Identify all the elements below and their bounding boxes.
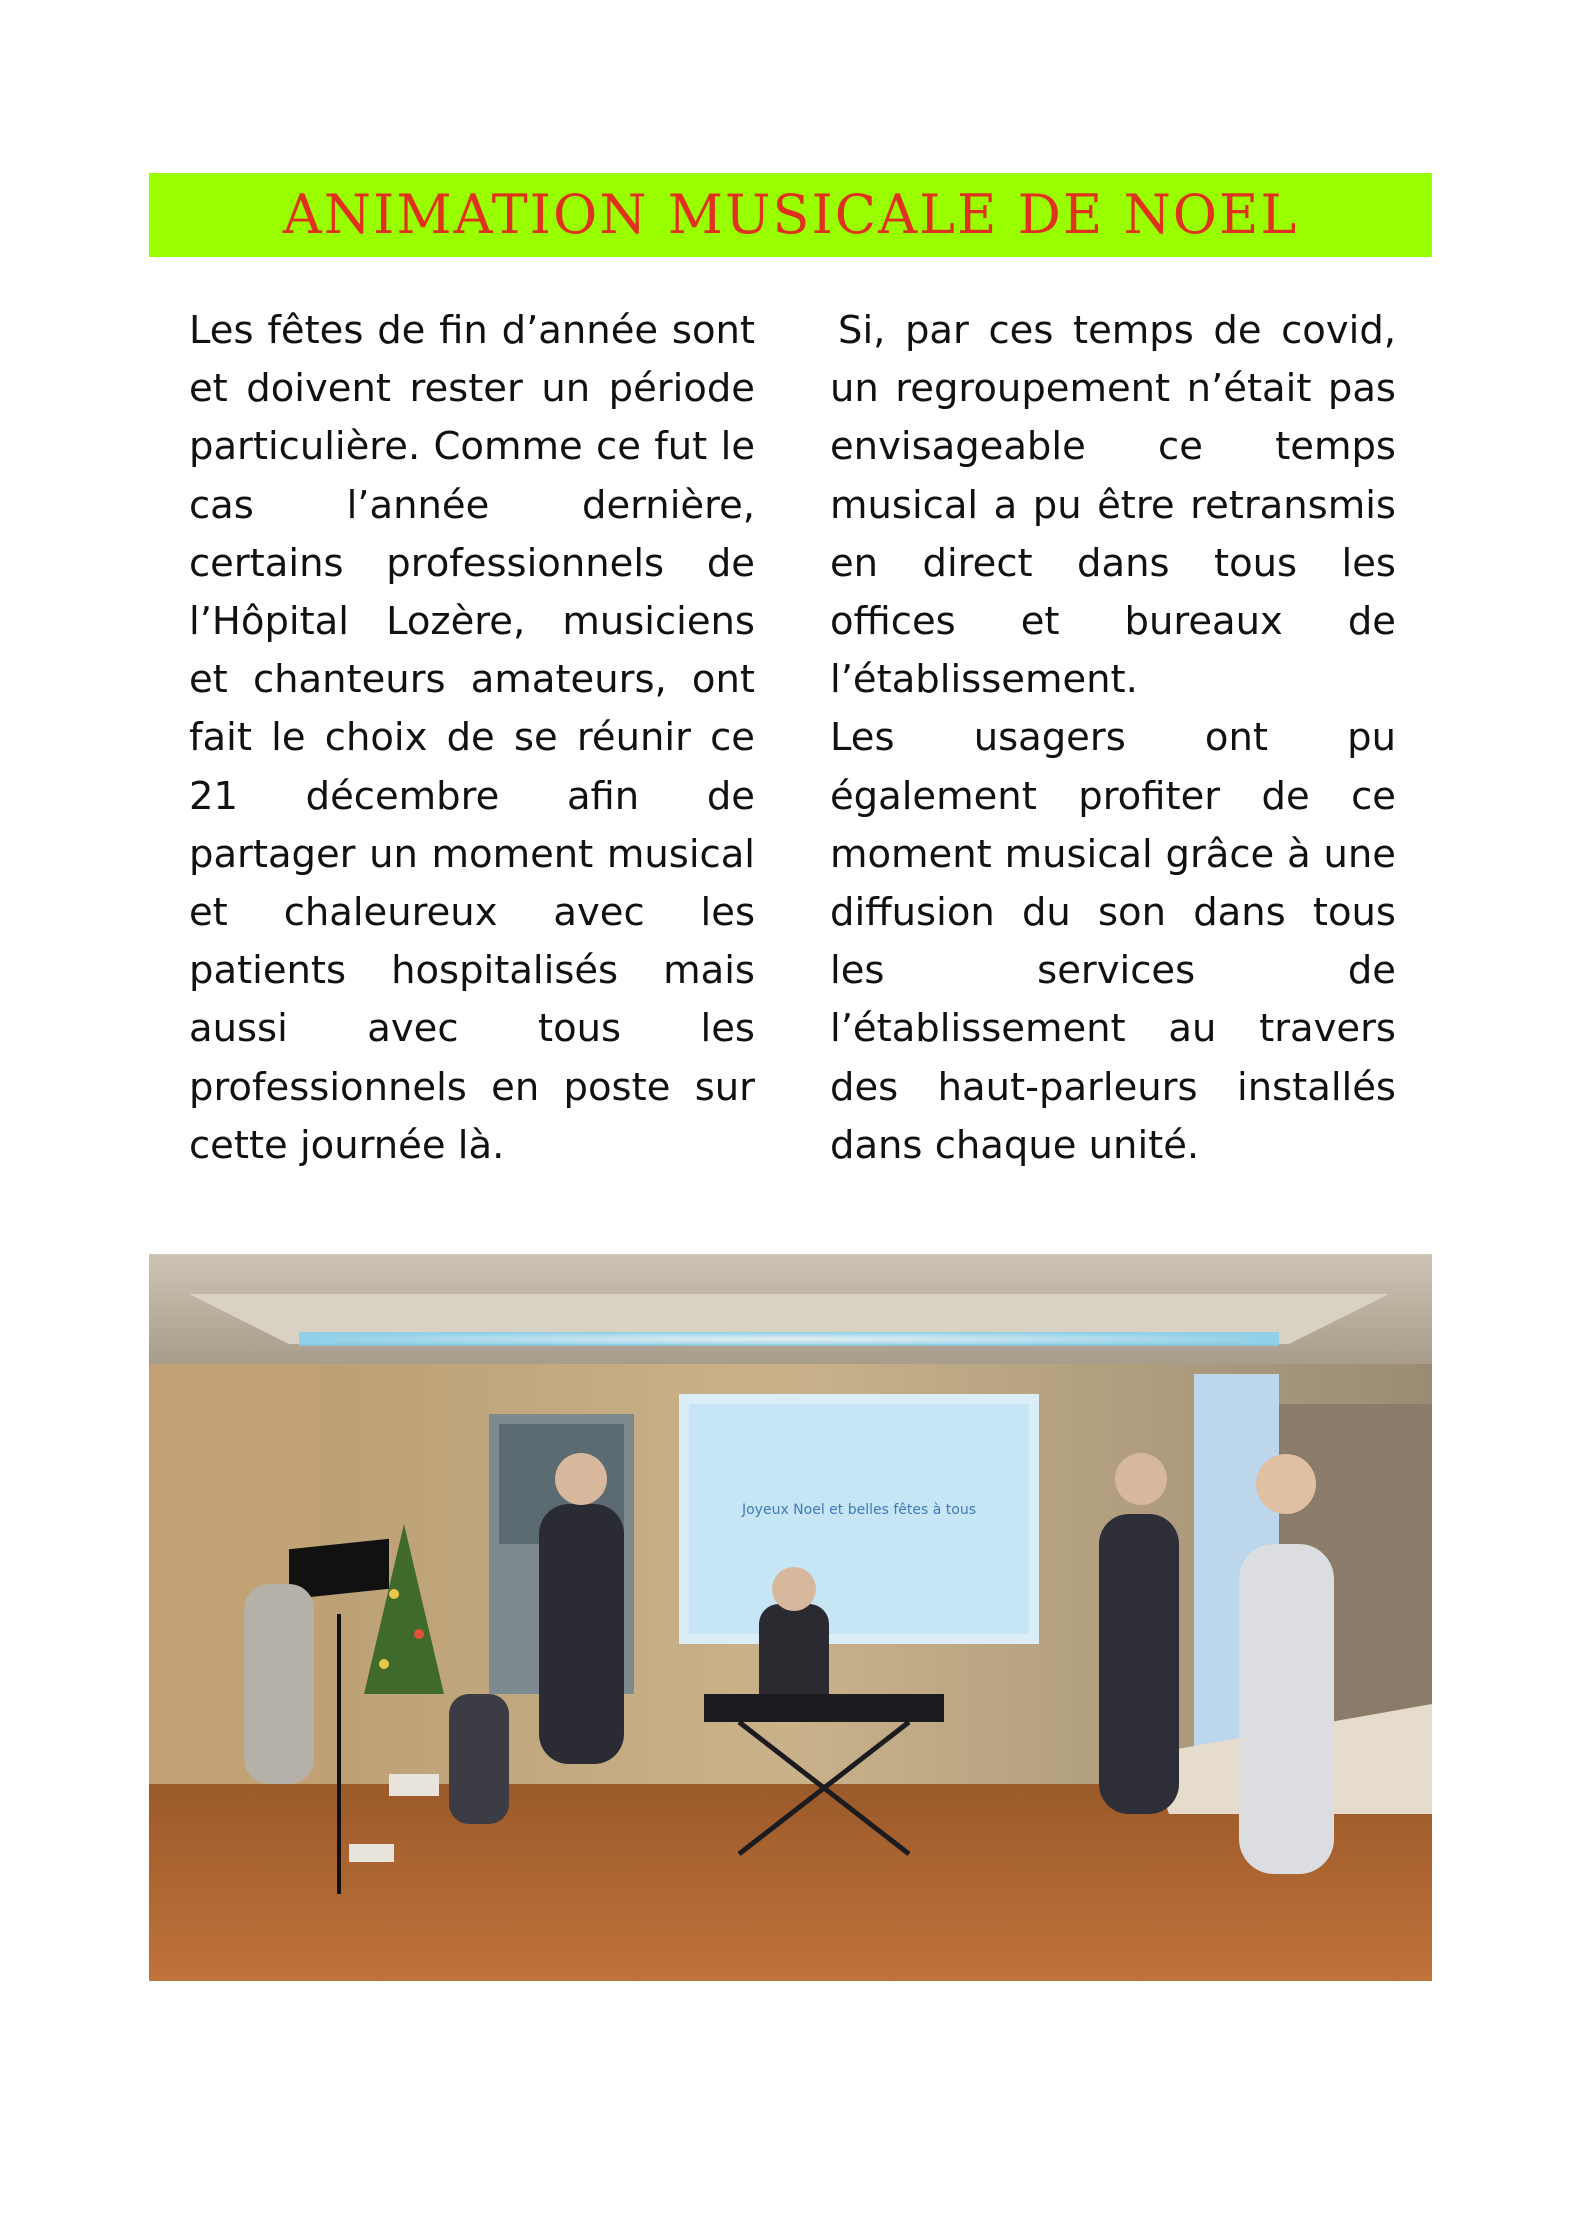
- title-banner: [149, 173, 1432, 257]
- tree-ornament: [379, 1659, 389, 1669]
- paper-on-floor: [389, 1774, 439, 1796]
- projection-image: [689, 1404, 1029, 1634]
- keyboard: [704, 1694, 944, 1722]
- tree-ornament: [414, 1629, 424, 1639]
- right-paragraph-2-end: l’établissement au travers des haut-parleurs installés dans chaque unité.: [830, 1006, 1396, 1168]
- tree-ornament: [389, 1589, 399, 1599]
- screen-text: [741, 1502, 976, 1518]
- right-column: [830, 302, 1396, 1175]
- left-paragraph: Les fêtes de fin d’année sont et doivent rester un période particulière. Comme ce fut le cas l’année dernière, certains professionnels de l’Hôpital Lozère, musiciens et chanteurs amateurs, ont fait le choix de se réunir ce 21 décembre afin de partager un moment musical et chaleureux avec les patients hospitalisés mais aussi avec tous les professionnels en poste sur cette journée là.: [189, 308, 755, 1168]
- concert-photo-illustration: [149, 1254, 1432, 1981]
- right-paragraph-2-spread: Les usagers ont pu également profiter de ce moment musical grâce à une diffusion du son dans tous les services de: [830, 715, 1396, 994]
- page-title: ANIMATION MUSICALE DE NOEL: [282, 183, 1299, 246]
- left-column: [189, 302, 755, 1175]
- concert-photo: [149, 1254, 1432, 1981]
- right-paragraph-2: [830, 709, 1396, 1175]
- screen-text-content: Joyeux Noel et belles fêtes à tous: [741, 1502, 977, 1518]
- ceiling-light: [299, 1332, 1279, 1346]
- paper-on-floor: [349, 1844, 394, 1862]
- right-paragraph-1: Si, par ces temps de covid, un regroupement n’était pas envisageable ce temps musical a pu être retransmis en direct dans tous les offices et bureaux de l’établissement.: [830, 308, 1396, 703]
